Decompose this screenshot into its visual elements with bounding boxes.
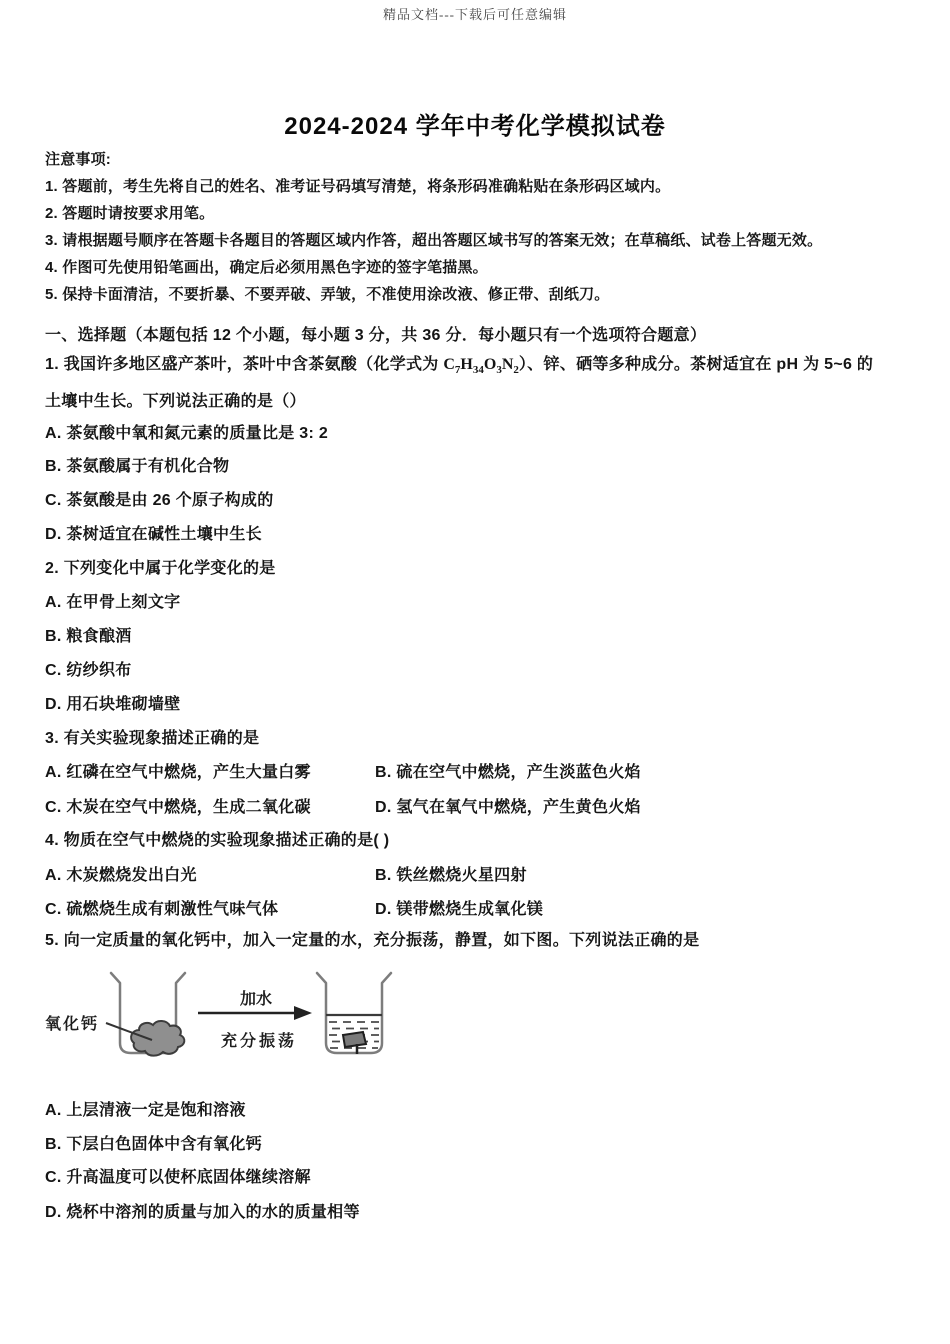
q5-stem: 5. 向一定质量的氧化钙中，加入一定量的水，充分振荡，静置，如下图。下列说法正确的是 — [45, 932, 700, 949]
q1-option-b: B. 茶氨酸属于有机化合物 — [45, 458, 230, 475]
q2-option-b: B. 粮食酿酒 — [45, 628, 132, 645]
notice-item-4: 4. 作图可先使用铅笔画出，确定后必须用黑色字迹的签字笔描黑。 — [45, 259, 488, 276]
q3-option-a: A. 红磷在空气中燃烧，产生大量白雾 — [45, 764, 311, 781]
settled-solid-icon — [343, 1032, 366, 1047]
q1-stem-line1 — [45, 354, 873, 376]
q1-stem-suffix: ）、锌、硒等多种成分。茶树适宜在 pH 为 5~6 的 — [518, 356, 874, 373]
arrow-head-icon — [294, 1006, 312, 1020]
page-title: 2024-2024 学年中考化学模拟试卷 — [284, 113, 666, 140]
q4-option-c: C. 硫燃烧生成有刺激性气味气体 — [45, 901, 279, 918]
q2-option-a: A. 在甲骨上刻文字 — [45, 594, 181, 611]
arrow-label-top: 加水 — [239, 991, 273, 1008]
q3-option-b: B. 硫在空气中燃烧，产生淡蓝色火焰 — [375, 764, 641, 781]
q1-option-a: A. 茶氨酸中氧和氮元素的质量比是 3: 2 — [45, 425, 329, 442]
notice-item-5: 5. 保持卡面清洁，不要折暴、不要弄破、弄皱，不准使用涂改液、修正带、刮纸刀。 — [45, 286, 610, 303]
chemical-formula: $C_7H_{34}O_3N_2$ — [443, 356, 519, 377]
q4-option-d: D. 镁带燃烧生成氧化镁 — [375, 901, 544, 918]
q5-option-b: B. 下层白色固体中含有氧化钙 — [45, 1136, 262, 1153]
q3-stem: 3. 有关实验现象描述正确的是 — [45, 730, 260, 747]
notice-item-3: 3. 请根据题号顺序在答题卡各题目的答题区域内作答，超出答题区域书写的答案无效；在草稿纸、试卷上答题无效。 — [45, 232, 823, 249]
q1-stem-line2: 土壤中生长。下列说法正确的是（） — [45, 393, 306, 410]
notice-item-1: 1. 答题前，考生先将自己的姓名、准考证号码填写清楚，将条形码准确粘贴在条形码区域内。 — [45, 178, 671, 195]
q3-option-c: C. 木炭在空气中燃烧，生成二氧化碳 — [45, 799, 311, 816]
q5-option-d: D. 烧杯中溶剂的质量与加入的水的质量相等 — [45, 1204, 360, 1221]
reaction-diagram — [40, 966, 410, 1066]
section-heading: 一、选择题（本题包括 12 个小题，每小题 3 分，共 36 分．每小题只有一个选项符合题意） — [45, 327, 707, 344]
q2-option-d: D. 用石块堆砌墙壁 — [45, 696, 181, 713]
q1-option-c: C. 茶氨酸是由 26 个原子构成的 — [45, 492, 274, 509]
notice-item-2: 2. 答题时请按要求用笔。 — [45, 205, 215, 222]
q3-option-d: D. 氢气在氧气中燃烧，产生黄色火焰 — [375, 799, 641, 816]
q5-option-c: C. 升高温度可以使杯底固体继续溶解 — [45, 1169, 311, 1186]
notice-heading: 注意事项: — [45, 151, 111, 168]
calcium-oxide-solid-icon — [131, 1021, 184, 1056]
q5-option-a: A. 上层清液一定是饱和溶液 — [45, 1102, 246, 1119]
watermark: 精品文档---下载后可任意编辑 — [383, 7, 567, 22]
calcium-oxide-label: 氧化钙 — [45, 1016, 100, 1033]
q1-stem-prefix: 1. 我国许多地区盛产茶叶，茶叶中含茶氨酸（化学式为 — [45, 356, 444, 373]
q2-option-c: C. 纺纱织布 — [45, 662, 132, 679]
q4-option-a: A. 木炭燃烧发出白光 — [45, 867, 197, 884]
q1-option-d: D. 茶树适宜在碱性土壤中生长 — [45, 526, 262, 543]
q4-stem: 4. 物质在空气中燃烧的实验现象描述正确的是( ) — [45, 832, 390, 849]
arrow-label-bottom: 充分振荡 — [220, 1033, 298, 1050]
q2-stem: 2. 下列变化中属于化学变化的是 — [45, 560, 276, 577]
q4-option-b: B. 铁丝燃烧火星四射 — [375, 867, 527, 884]
